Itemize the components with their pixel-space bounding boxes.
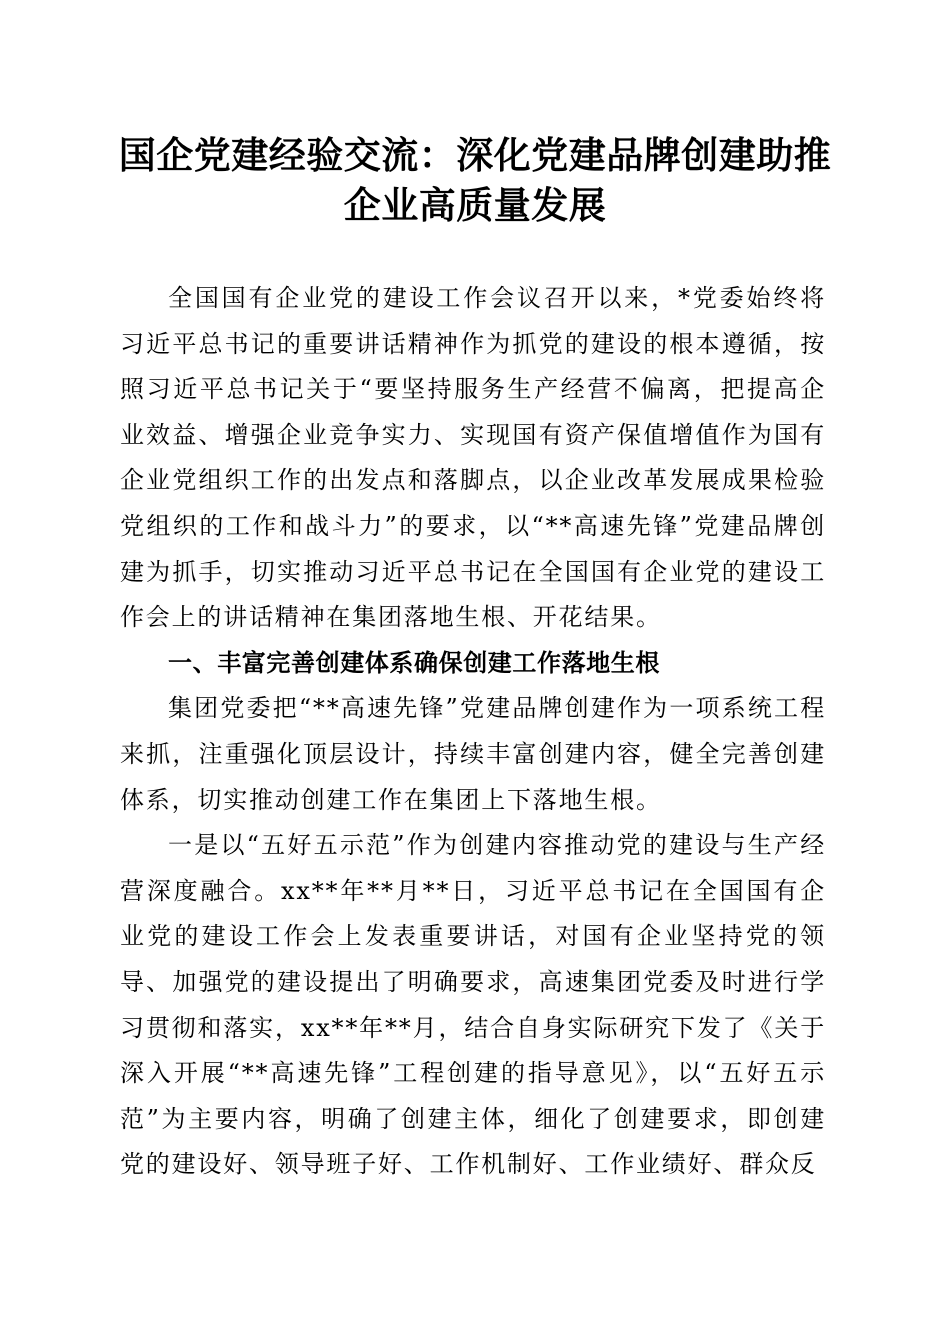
intro-paragraph: 全国国有企业党的建设工作会议召开以来，*党委始终将习近平总书记的重要讲话精神作为抓党的建设的根本遵循，按照习近平总书记关于“要坚持服务生产经营不偏离，把提高企业效益、增强企业竞争实力、实现国有资产保值增值作为国有企业党组织工作的出发点和落脚点，以企业改革发展成果检验党组织的工作和战斗力”的要求，以“**高速先锋”党建品牌创建为抓手，切实推动习近平总书记在全国国有企业党的建设工作会上的讲话精神在集团落地生根、开花结果。 bbox=[120, 284, 826, 632]
document-body bbox=[120, 276, 826, 1188]
document-title: 国企党建经验交流：深化党建品牌创建助推企业高质量发展 bbox=[118, 133, 832, 227]
section-intro-paragraph: 集团党委把“**高速先锋”党建品牌创建作为一项系统工程来抓，注重强化顶层设计，持续丰富创建内容，健全完善创建体系，切实推动创建工作在集团上下落地生根。 bbox=[120, 694, 826, 814]
point-one-paragraph: 一是以“五好五示范”作为创建内容推动党的建设与生产经营深度融合。xx**年**月**日，习近平总书记在全国国有企业党的建设工作会上发表重要讲话，对国有企业坚持党的领导、加强党的建设提出了明确要求，高速集团党委及时进行学习贯彻和落实，xx**年**月，结合自身实际研究下发了《关于深入开展“**高速先锋”工程创建的指导意见》，以“五好五示范”为主要内容，明确了创建主体，细化了创建要求，即创建党的建设好、领导班子好、工作机制好、工作业绩好、群众反 bbox=[120, 831, 826, 1179]
section-heading: 一、丰富完善创建体系确保创建工作落地生根 bbox=[168, 648, 660, 677]
